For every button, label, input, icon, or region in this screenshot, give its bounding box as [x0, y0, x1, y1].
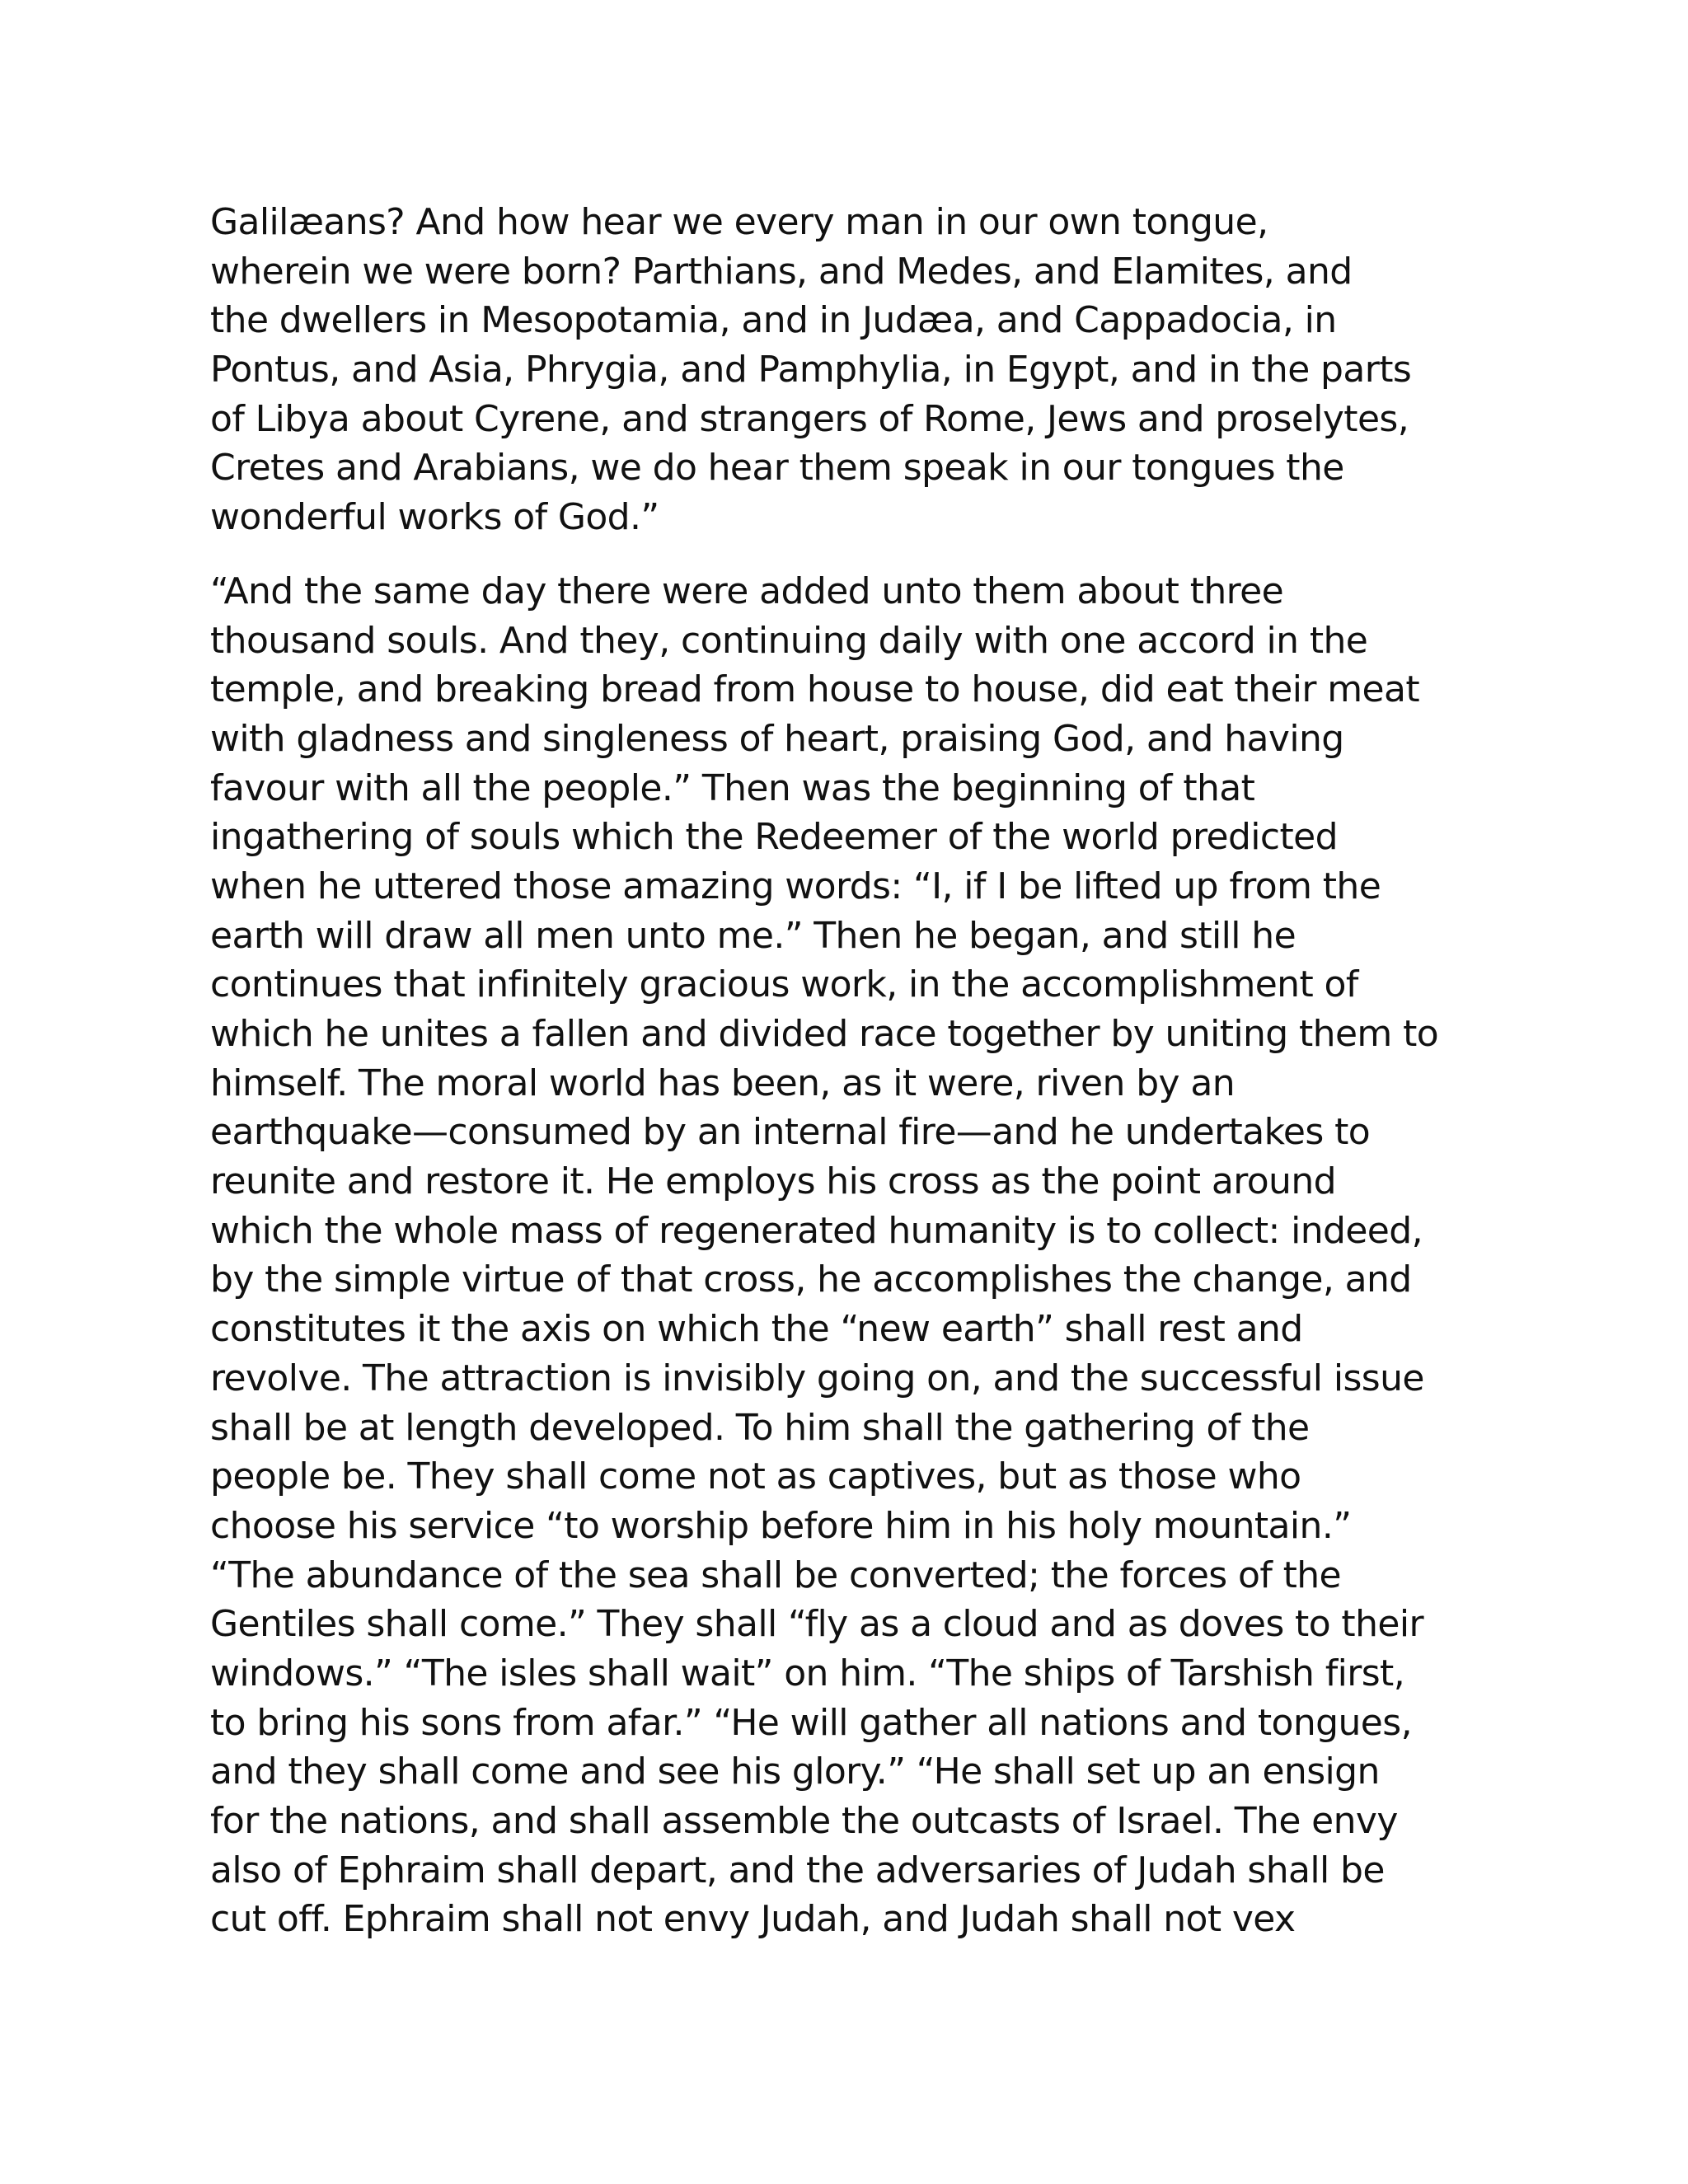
paragraph-line: temple, and breaking bread from house to house, did eat their meat	[210, 668, 1420, 711]
paragraph-line: constitutes it the axis on which the “new earth” shall rest and	[210, 1308, 1303, 1351]
paragraph-line: windows.” “The isles shall wait” on him. “The ships of Tarshish first,	[210, 1652, 1405, 1694]
paragraph-line: continues that infinitely gracious work, in the accomplishment of	[210, 963, 1358, 1006]
paragraph-line: cut off. Ephraim shall not envy Judah, and Judah shall not vex	[210, 1898, 1296, 1941]
paragraph-line: earthquake—consumed by an internal fire—and he undertakes to	[210, 1111, 1371, 1154]
paragraph-line: and they shall come and see his glory.” “He shall set up an ensign	[210, 1750, 1380, 1793]
paragraph-line: with gladness and singleness of heart, praising God, and having	[210, 717, 1344, 760]
paragraph-line: also of Ephraim shall depart, and the adversaries of Judah shall be	[210, 1849, 1385, 1891]
paragraph-line: wonderful works of God.”	[210, 496, 659, 539]
paragraph-line: by the simple virtue of that cross, he accomplishes the change, and	[210, 1258, 1412, 1301]
paragraph-line: shall be at length developed. To him shall the gathering of the	[210, 1406, 1310, 1449]
paragraph-line: which the whole mass of regenerated humanity is to collect: indeed,	[210, 1209, 1423, 1252]
paragraph-1	[210, 198, 1496, 542]
paragraph-line: ingathering of souls which the Redeemer of the world predicted	[210, 816, 1338, 859]
paragraph-line: which he unites a fallen and divided race together by uniting them to	[210, 1013, 1439, 1055]
paragraph-line: favour with all the people.” Then was the beginning of that	[210, 766, 1255, 809]
paragraph-line: for the nations, and shall assemble the outcasts of Israel. The envy	[210, 1800, 1398, 1842]
paragraph-line: reunite and restore it. He employs his cross as the point around	[210, 1160, 1336, 1203]
paragraph-line: Gentiles shall come.” They shall “fly as a cloud and as doves to their	[210, 1603, 1423, 1646]
paragraph-line: wherein we were born? Parthians, and Medes, and Elamites, and	[210, 250, 1353, 293]
paragraph-line: of Libya about Cyrene, and strangers of Rome, Jews and proselytes,	[210, 397, 1409, 440]
paragraph-line: Cretes and Arabians, we do hear them speak in our tongues the	[210, 447, 1344, 490]
paragraph-line: “And the same day there were added unto them about three	[210, 569, 1284, 612]
paragraph-line: to bring his sons from afar.” “He will gather all nations and tongues,	[210, 1701, 1412, 1744]
paragraph-line: choose his service “to worship before him in his holy mountain.”	[210, 1504, 1352, 1547]
paragraph-line: “The abundance of the sea shall be converted; the forces of the	[210, 1554, 1342, 1596]
paragraph-line: himself. The moral world has been, as it were, riven by an	[210, 1062, 1236, 1104]
paragraph-line: Galilæans? And how hear we every man in our own tongue,	[210, 201, 1268, 243]
paragraph-2	[210, 567, 1496, 1944]
paragraph-line: thousand souls. And they, continuing daily with one accord in the	[210, 619, 1368, 662]
paragraph-line: the dwellers in Mesopotamia, and in Judæa, and Cappadocia, in	[210, 299, 1337, 342]
paragraph-line: Pontus, and Asia, Phrygia, and Pamphylia, in Egypt, and in the parts	[210, 349, 1412, 391]
paragraph-line: people be. They shall come not as captives, but as those who	[210, 1455, 1301, 1498]
paragraph-line: revolve. The attraction is invisibly going on, and the successful issue	[210, 1357, 1424, 1399]
paragraph-line: when he uttered those amazing words: “I, if I be lifted up from the	[210, 865, 1381, 907]
paragraph-line: earth will draw all men unto me.” Then he began, and still he	[210, 914, 1296, 957]
document-body	[210, 198, 1496, 1944]
